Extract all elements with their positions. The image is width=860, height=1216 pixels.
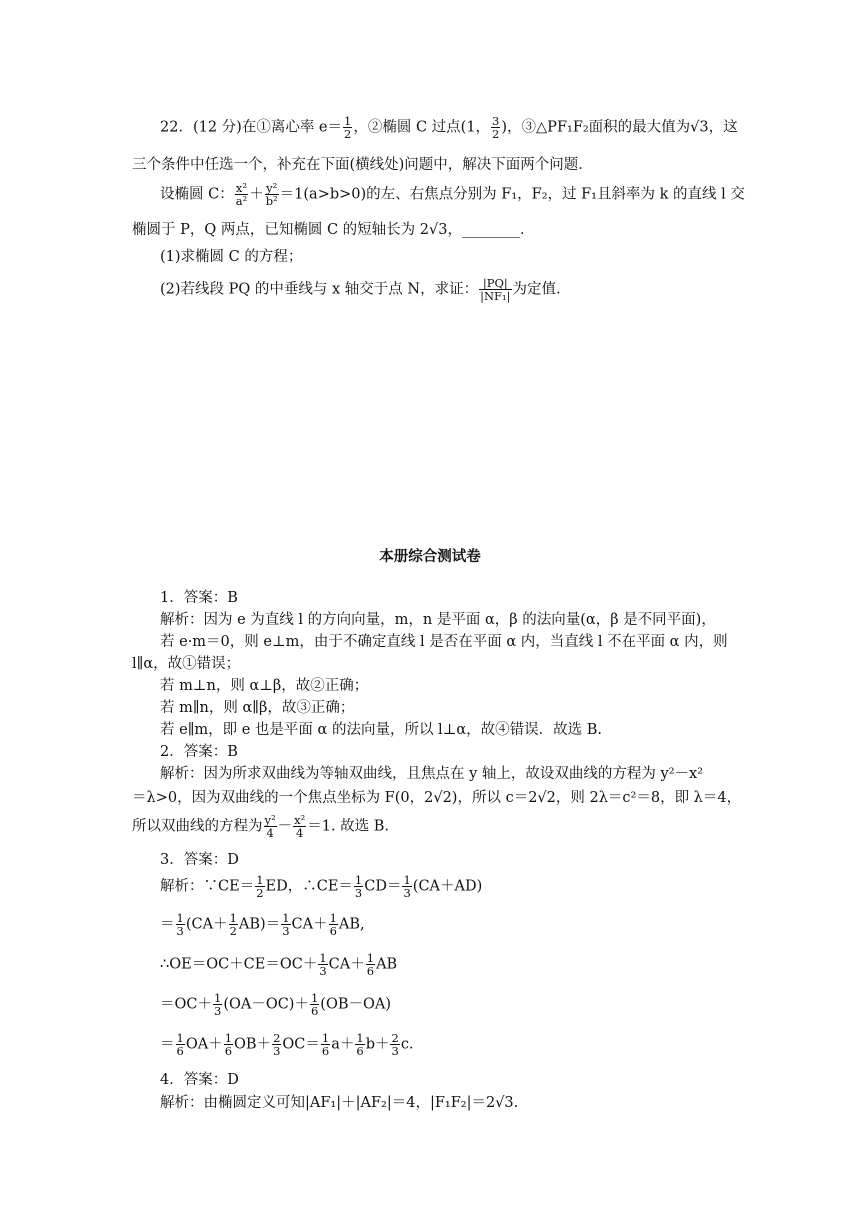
section-title: 本册综合测试卷 [379, 549, 481, 565]
fraction: $\frac{1}{2}$ [344, 114, 352, 142]
q22-line-3: 设椭圆 C： $\frac{\text{x²}}{\text{a²}}$ ＋ $\frac{\text{y²}}{\text{b²}}$ ＝1(a>b>0)的左、右焦点分别为 F₁，F₂，过 F₁且斜率为 k 的直线 l 交 [160, 181, 745, 209]
answer-2: 2．答案：B [160, 744, 238, 760]
q22-line-5: (1)求椭圆 C 的方程； [160, 249, 303, 265]
fraction: $\frac{\text{y²}}{\text{b²}}$ [265, 181, 278, 209]
answer-2-line-3: 所以双曲线的方程为 $\frac{\text{y²}}{4}$ － $\frac{\text{x²}}{4}$ ＝1. 故选 B. [132, 813, 390, 841]
answer-1: 1．答案：B [160, 590, 238, 606]
answer-1-line-1: 解析：因为 e 为直线 l 的方向向量，m，n 是平面 α，β 的法向量(α，β 是不同平面)， [160, 612, 716, 628]
answer-1-line-2: 若 e·m＝0，则 e⊥m，由于不确定直线 l 是否在平面 α 内，当直线 l 不在平面 α 内，则 [160, 634, 728, 650]
fraction: $\frac{|PQ|}{\text{|NF₁|}}$ [480, 276, 511, 304]
answer-2-line-2: ＝λ>0，因为双曲线的一个焦点坐标为 F(0，2√2)，所以 c＝2√2，则 2λ＝c²＝8，即 λ＝4， [132, 790, 742, 806]
answer-3-line-2: ＝ $\frac{1}{3}$ (CA＋ $\frac{1}{2}$ AB)＝ $\frac{1}{3}$ CA＋ $\frac{1}{6}$ AB, [160, 911, 365, 939]
fraction: $\frac{\text{x²}}{\text{a²}}$ [235, 181, 248, 209]
answer-1-line-6: 若 e∥m，即 e 也是平面 α 的法向量，所以 l⊥α，故④错误．故选 B. [160, 722, 602, 738]
answer-2-line-1: 解析：因为所求双曲线为等轴双曲线，且焦点在 y 轴上，故设双曲线的方程为 y²－x² [160, 766, 704, 782]
q22-line-4: 椭圆于 P，Q 两点，已知椭圆 C 的短轴长为 2√3，________． [132, 222, 535, 238]
answer-4-line-1: 解析：由椭圆定义可知|AF₁|＋|AF₂|＝4，|F₁F₂|＝2√3. [160, 1095, 519, 1111]
answer-4: 4．答案：D [160, 1072, 239, 1088]
q22-line-6: (2)若线段 PQ 的中垂线与 x 轴交于点 N，求证： $\frac{|PQ|}{\text{|NF₁|}}$ 为定值． [160, 276, 571, 304]
q22-line-2: 三个条件中任选一个，补充在下面(横线处)问题中，解决下面两个问题． [132, 157, 593, 173]
fraction: $\frac{\text{y²}}{4}$ [264, 813, 276, 841]
answer-1-line-5: 若 m∥n，则 α∥β，故③正确； [160, 700, 355, 716]
answer-3: 3．答案：D [160, 852, 239, 868]
answer-3-line-1: 解析：∵CE＝ $\frac{1}{2}$ ED，∴CE＝ $\frac{1}{3}$ CD＝ $\frac{1}{3}$ (CA＋AD) [160, 873, 483, 901]
fraction: $\frac{3}{2}$ [492, 114, 500, 142]
answer-1-line-4: 若 m⊥n，则 α⊥β，故②正确； [160, 678, 369, 694]
q22-line-1: 22．(12 分)在①离心率 e＝ $\frac{1}{2}$ ，②椭圆 C 过点(1， $\frac{3}{2}$ )，③△PF₁F₂面积的最大值为√3，这 [160, 114, 738, 142]
answer-1-line-3: l∥α，故①错误； [132, 656, 241, 672]
answer-3-line-3: ∴OE＝OC＋CE＝OC＋ $\frac{1}{3}$ CA＋ $\frac{1}{6}$ AB [160, 951, 398, 979]
fraction: $\frac{\text{x²}}{4}$ [294, 813, 306, 841]
answer-3-line-5: ＝ $\frac{1}{6}$ OA＋ $\frac{1}{6}$ OB＋ $\frac{2}{3}$ OC＝ $\frac{1}{6}$ a＋ $\frac{1}{6}$ b＋ $\frac{2}{3}$ c. [160, 1031, 414, 1059]
answer-3-line-4: ＝OC＋ $\frac{1}{3}$ (OA－OC)＋ $\frac{1}{6}$ (OB－OA) [160, 991, 392, 1019]
